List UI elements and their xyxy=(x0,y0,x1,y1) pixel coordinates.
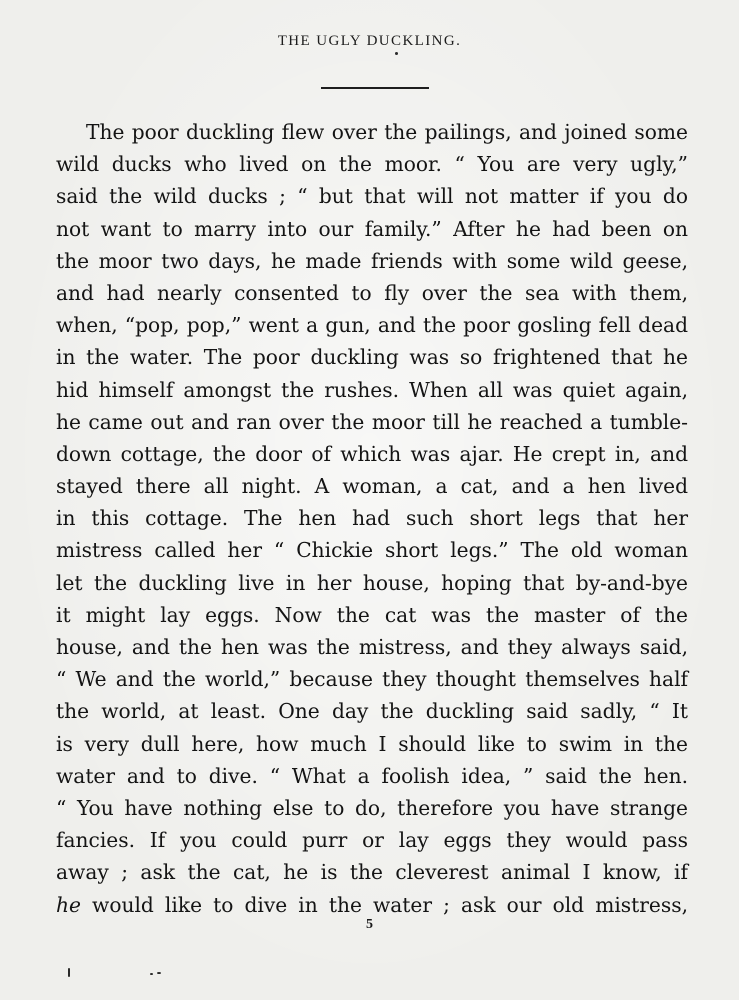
text-line: he came out and ran over the moor till he reached a tumble- xyxy=(56,409,688,434)
paper-speck xyxy=(150,973,153,975)
text-line: away ; ask the cat, he is the cleverest animal I know, if xyxy=(56,860,688,885)
text-line: in this cottage. The hen had such short legs that her xyxy=(56,506,688,531)
text-line: the world, at least. One day the duckling said sadly, “ It xyxy=(56,699,688,724)
text-line: stayed there all night. A woman, a cat, and a hen lived xyxy=(56,474,688,499)
text-line: water and to dive. “ What a foolish idea, ” said the hen. xyxy=(56,763,688,788)
running-head-title: THE UGLY DUCKLING. xyxy=(277,33,462,49)
text-line: “ We and the world,” because they thought themselves half xyxy=(56,667,688,692)
text-line: fancies. If you could purr or lay eggs they would pass xyxy=(56,828,688,853)
text-line: down cottage, the door of which was ajar. He crept in, and xyxy=(56,441,688,466)
text-line-last xyxy=(56,889,688,921)
text-line: house, and the hen was the mistress, and they always said, xyxy=(56,635,688,659)
text-line: when, “pop, pop,” went a gun, and the poor gosling fell dead xyxy=(56,313,688,338)
page-number: 5 xyxy=(366,917,373,932)
italic-word: he xyxy=(56,892,81,917)
text-line: in the water. The poor duckling was so frightened that he xyxy=(56,345,688,370)
text-line: wild ducks who lived on the moor. “ You are very ugly,” xyxy=(56,152,688,177)
paper-speck xyxy=(157,972,161,974)
text-line: let the duckling live in her house, hoping that by-and-bye xyxy=(56,570,688,595)
text-line: The poor duckling flew over the pailings, and joined some xyxy=(86,120,688,144)
text-line: said the wild ducks ; “ but that will not matter if you do xyxy=(56,184,688,209)
text-line: not want to marry into our family.” After he had been on xyxy=(56,216,688,241)
text-line: hid himself amongst the rushes. When all was quiet again, xyxy=(56,377,688,402)
text-line-rest: would like to dive in the water ; ask our old mistress, xyxy=(80,892,688,917)
paper-speck xyxy=(68,968,70,977)
body-paragraph xyxy=(56,116,688,921)
text-line: “ You have nothing else to do, therefore you have strange xyxy=(56,795,688,820)
text-line: the moor two days, he made friends with some wild geese, xyxy=(56,248,688,273)
text-line: and had nearly consented to fly over the sea with them, xyxy=(56,280,688,305)
text-line: is very dull here, how much I should like to swim in the xyxy=(56,731,688,756)
paper-speck xyxy=(395,52,398,55)
text-line: mistress called her “ Chickie short legs.” The old woman xyxy=(56,538,688,563)
header-rule xyxy=(321,87,429,89)
text-line: it might lay eggs. Now the cat was the master of the xyxy=(56,602,688,627)
